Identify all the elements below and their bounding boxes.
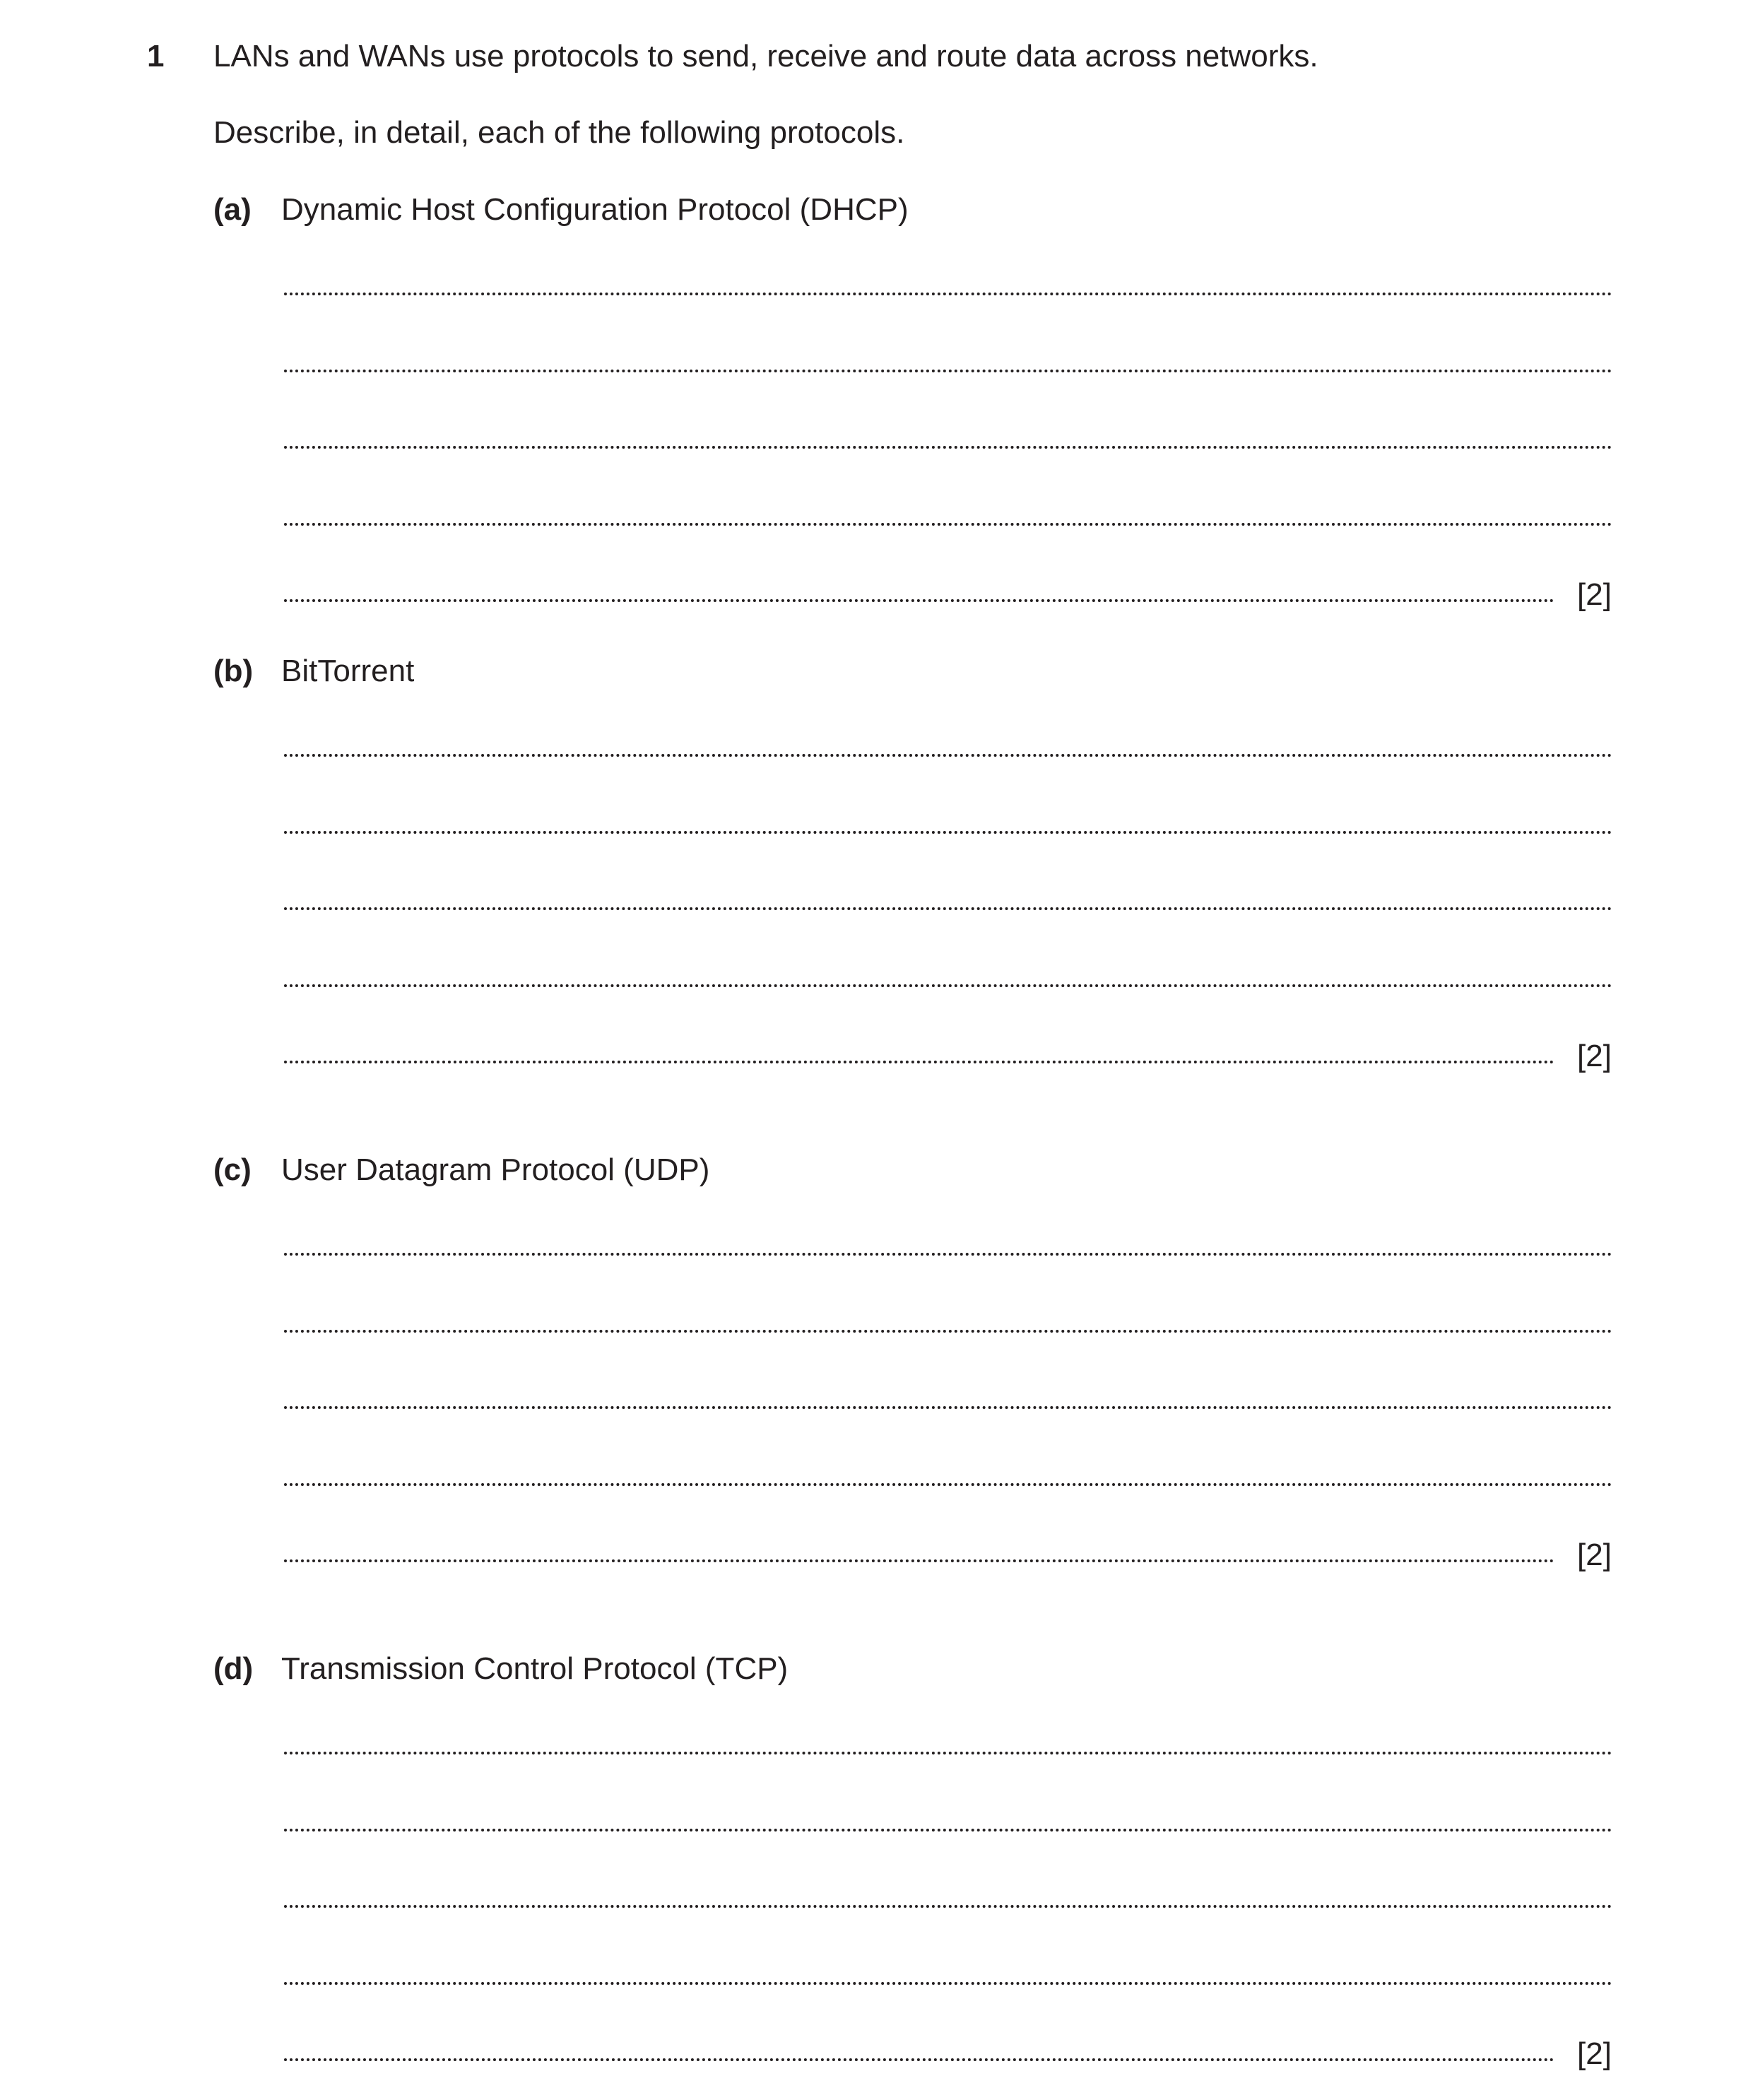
answer-line[interactable]	[284, 1559, 1554, 1562]
part-a-marks: [2]	[1577, 577, 1612, 612]
question-instruction: Describe, in detail, each of the following protocols.	[213, 115, 905, 150]
answer-line[interactable]	[284, 1483, 1612, 1486]
answer-line[interactable]	[284, 907, 1612, 910]
part-a-label: (a)	[213, 192, 252, 227]
answer-line[interactable]	[284, 1829, 1612, 1831]
answer-line[interactable]	[284, 1330, 1612, 1333]
answer-line[interactable]	[284, 831, 1612, 834]
part-c-text: User Datagram Protocol (UDP)	[281, 1152, 710, 1187]
answer-line[interactable]	[284, 984, 1612, 987]
answer-line[interactable]	[284, 1905, 1612, 1908]
part-b-label: (b)	[213, 654, 254, 688]
answer-line[interactable]	[284, 754, 1612, 757]
part-d-text: Transmission Control Protocol (TCP)	[281, 1651, 789, 1686]
answer-line[interactable]	[284, 1253, 1612, 1256]
part-d-label: (d)	[213, 1651, 254, 1686]
answer-line[interactable]	[284, 1406, 1612, 1409]
part-d-marks: [2]	[1577, 2036, 1612, 2071]
part-c-label: (c)	[213, 1152, 252, 1187]
question-number: 1	[147, 39, 165, 73]
answer-line[interactable]	[284, 1061, 1554, 1063]
answer-line[interactable]	[284, 446, 1612, 449]
part-c-marks: [2]	[1577, 1538, 1612, 1572]
question-stem: LANs and WANs use protocols to send, receive and route data across networks.	[213, 39, 1318, 73]
part-a-text: Dynamic Host Configuration Protocol (DHCP)	[281, 192, 909, 227]
part-b-text: BitTorrent	[281, 654, 415, 688]
answer-line[interactable]	[284, 599, 1554, 602]
part-b-marks: [2]	[1577, 1039, 1612, 1073]
answer-line[interactable]	[284, 2058, 1554, 2061]
answer-line[interactable]	[284, 523, 1612, 526]
answer-line[interactable]	[284, 1752, 1612, 1754]
answer-line[interactable]	[284, 1982, 1612, 1985]
answer-line[interactable]	[284, 370, 1612, 372]
answer-line[interactable]	[284, 293, 1612, 295]
